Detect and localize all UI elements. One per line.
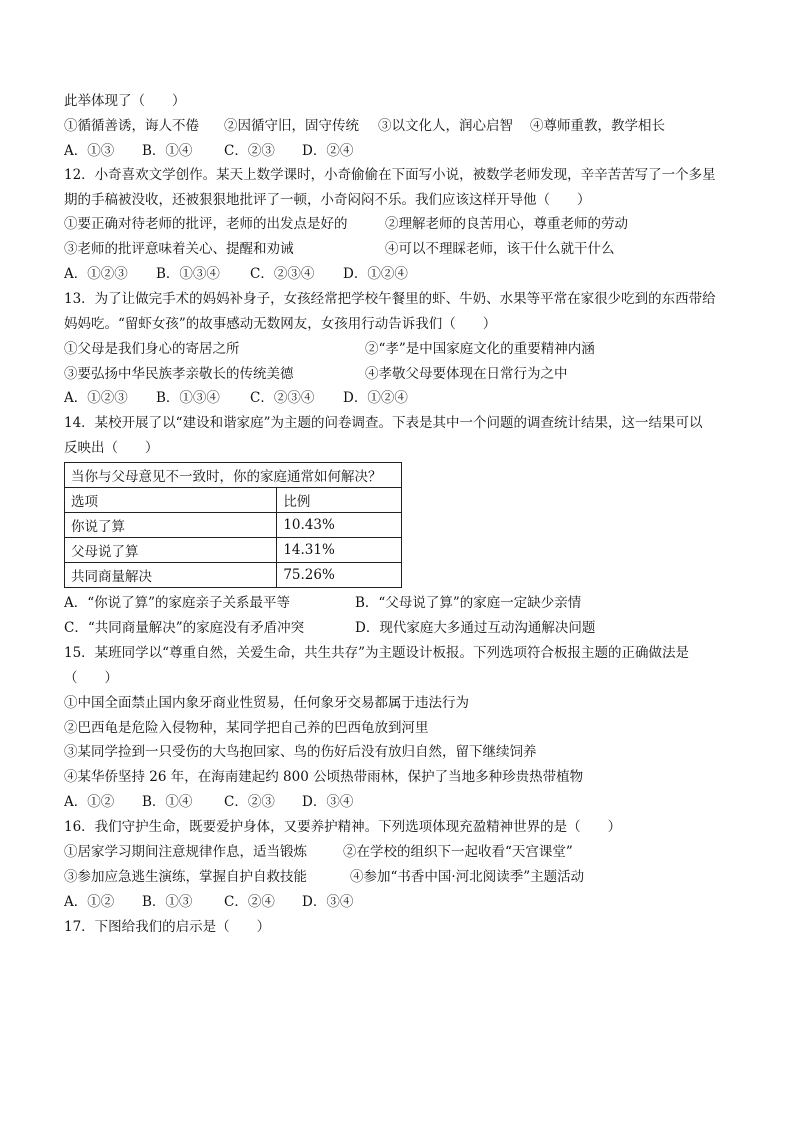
q14-option-d: D．现代家庭大多通过互动沟通解决问题 bbox=[355, 620, 596, 636]
q13-answer-c: C．②③④ bbox=[250, 390, 315, 406]
q15-option-4: ④某华侨坚持 26 年，在海南建起约 800 公顷热带雨林，保护了当地多种珍贵热带植物 bbox=[64, 769, 584, 785]
table-row bbox=[65, 513, 402, 538]
q13-answer-b: B．①③④ bbox=[156, 390, 220, 406]
survey-title-row bbox=[65, 463, 402, 488]
q15-stem-line-1: 15．某班同学以“尊重自然，关爱生命，共生共存”为主题设计板报。下列选项符合板报主题的正确做法是 bbox=[64, 645, 689, 661]
q11-option-3: ③以文化人，润心启智 bbox=[378, 118, 513, 134]
q11-option-1: ①循循善诱，诲人不倦 bbox=[64, 118, 199, 134]
row-ratio-cell: 14.31% bbox=[277, 538, 402, 563]
q13-answer-a: A．①②③ bbox=[64, 390, 128, 406]
q14-stem-line-2: 反映出（ ） bbox=[64, 440, 159, 456]
q15-option-1: ①中国全面禁止国内象牙商业性贸易，任何象牙交易都属于违法行为 bbox=[64, 695, 469, 711]
q15-stem-line-2: （ ） bbox=[64, 670, 118, 686]
q13-option-2: ②“孝”是中国家庭文化的重要精神内涵 bbox=[365, 341, 595, 357]
table-row bbox=[65, 538, 402, 563]
q15-answer-c: C．②③ bbox=[224, 794, 275, 810]
q16-option-4: ④参加“书香中国·河北阅读季”主题活动 bbox=[350, 869, 585, 885]
q14-option-b: B．“父母说了算”的家庭一定缺少亲情 bbox=[355, 595, 582, 611]
q16-option-1: ①居家学习期间注意规律作息，适当锻炼 bbox=[64, 844, 307, 860]
q17-stem: 17．下图给我们的启示是（ ） bbox=[64, 919, 271, 935]
table-row bbox=[65, 563, 402, 588]
survey-header-row bbox=[65, 488, 402, 513]
row-option-cell: 父母说了算 bbox=[65, 538, 277, 563]
q11-answer-a: A．①③ bbox=[64, 143, 115, 159]
q11-answer-d: D．②④ bbox=[302, 143, 354, 159]
q11-answer-c: C．②③ bbox=[224, 143, 275, 159]
q16-option-3: ③参加应急逃生演练，掌握自护自救技能 bbox=[64, 869, 307, 885]
q13-option-3: ③要弘扬中华民族孝亲敬长的传统美德 bbox=[64, 366, 294, 382]
q11-option-4: ④尊师重教，教学相长 bbox=[530, 118, 665, 134]
q15-answer-a: A．①② bbox=[64, 794, 115, 810]
q12-option-2: ②理解老师的良苦用心，尊重老师的劳动 bbox=[385, 216, 628, 232]
q16-stem: 16．我们守护生命，既要爱护身体，又要养护精神。下列选项体现充盈精神世界的是（ ） bbox=[64, 819, 622, 835]
q13-stem-line-1: 13．为了让做完手术的妈妈补身子，女孩经常把学校午餐里的虾、牛奶、水果等平常在家很少吃到的东西带给 bbox=[64, 291, 716, 307]
q12-stem-line-1: 12．小奇喜欢文学创作。某天上数学课时，小奇偷偷在下面写小说，被数学老师发现，辛辛苦苦写了一个多星 bbox=[64, 167, 716, 183]
row-ratio-cell: 75.26% bbox=[277, 563, 402, 588]
row-option-cell: 你说了算 bbox=[65, 513, 277, 538]
q16-answer-a: A．①② bbox=[64, 894, 115, 910]
q13-stem-line-2: 妈妈吃。“留虾女孩”的故事感动无数网友，女孩用行动告诉我们（ ） bbox=[64, 316, 497, 332]
q16-option-2: ②在学校的组织下一起收看“天宫课堂” bbox=[343, 844, 573, 860]
q14-option-c: C．“共同商量解决”的家庭没有矛盾冲突 bbox=[64, 620, 305, 636]
q16-answer-b: B．①③ bbox=[142, 894, 193, 910]
q14-stem-line-1: 14．某校开展了以“建设和谐家庭”为主题的问卷调查。下表是其中一个问题的调查统计结果，这一结果可以 bbox=[64, 415, 703, 431]
column-header-ratio: 比例 bbox=[277, 488, 402, 513]
row-ratio-cell: 10.43% bbox=[277, 513, 402, 538]
q12-answer-d: D．①②④ bbox=[343, 266, 408, 282]
q13-answer-d: D．①②④ bbox=[343, 390, 408, 406]
q12-option-3: ③老师的批评意味着关心、提醒和劝诫 bbox=[64, 241, 294, 257]
q12-option-4: ④可以不理睬老师，该干什么就干什么 bbox=[385, 241, 615, 257]
q15-answer-d: D．③④ bbox=[302, 794, 354, 810]
q15-option-2: ②巴西龟是危险入侵物种，某同学把自己养的巴西龟放到河里 bbox=[64, 720, 429, 736]
q15-option-3: ③某同学捡到一只受伤的大鸟抱回家、鸟的伤好后没有放归自然，留下继续饲养 bbox=[64, 744, 537, 760]
q12-answer-c: C．②③④ bbox=[250, 266, 315, 282]
q16-answer-d: D．③④ bbox=[302, 894, 354, 910]
column-header-option: 选项 bbox=[65, 488, 277, 513]
q12-stem-line-2: 期的手稿被没收，还被狠狠地批评了一顿，小奇闷闷不乐。我们应该这样开导他（ ） bbox=[64, 192, 591, 208]
q13-option-4: ④孝敬父母要体现在日常行为之中 bbox=[365, 366, 568, 382]
survey-table-title: 当你与父母意见不一致时，你的家庭通常如何解决？ bbox=[65, 463, 402, 488]
q14-option-a: A．“你说了算”的家庭亲子关系最平等 bbox=[64, 595, 291, 611]
q11-answer-b: B．①④ bbox=[142, 143, 193, 159]
q15-answer-b: B．①④ bbox=[142, 794, 193, 810]
q12-answer-a: A．①②③ bbox=[64, 266, 128, 282]
q12-option-1: ①要正确对待老师的批评，老师的出发点是好的 bbox=[64, 216, 348, 232]
q11-option-2: ②因循守旧，固守传统 bbox=[224, 118, 359, 134]
survey-table bbox=[64, 462, 402, 588]
q13-option-1: ①父母是我们身心的寄居之所 bbox=[64, 341, 240, 357]
q11-stem: 此举体现了（ ） bbox=[64, 93, 186, 109]
q16-answer-c: C．②④ bbox=[224, 894, 275, 910]
q12-answer-b: B．①③④ bbox=[156, 266, 220, 282]
row-option-cell: 共同商量解决 bbox=[65, 563, 277, 588]
